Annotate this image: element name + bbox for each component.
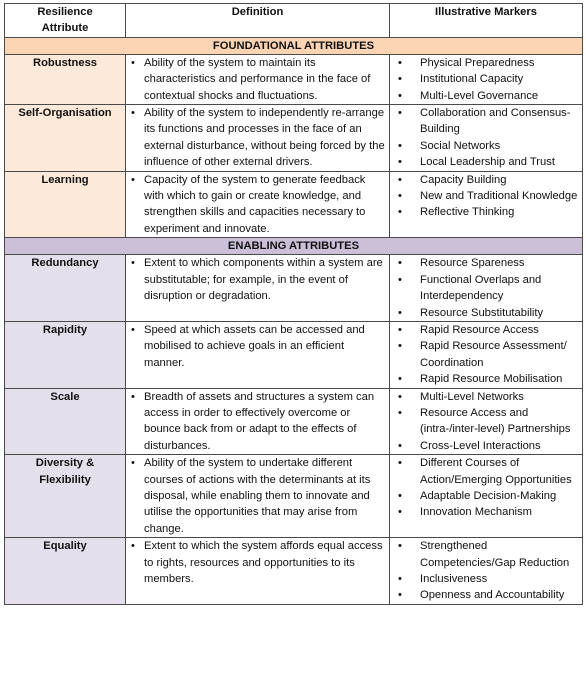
markers-cell [390, 105, 583, 172]
marker-item: • Adaptable Decision-Making [420, 488, 578, 504]
table-row [5, 171, 583, 238]
definition-text: • Ability of the system to independently re-arrange its functions and processes in the face of an external disturbance, without being forced by the influence of other external drivers. [144, 105, 385, 171]
marker-item: • Rapid Resource Mobilisation [420, 371, 578, 387]
marker-item: • Reflective Thinking [420, 204, 578, 220]
definition-cell [126, 171, 390, 238]
table-row [5, 105, 583, 172]
markers-cell [390, 321, 583, 388]
definition-text: • Extent to which components within a system are substitutable; for example, in the event of disruption or degradation. [144, 255, 385, 304]
table-row [5, 388, 583, 455]
marker-item: • Multi-Level Networks [420, 389, 578, 405]
marker-item: • Rapid Resource Access [420, 322, 578, 338]
section-row-enabling [5, 238, 583, 255]
markers-cell [390, 538, 583, 605]
marker-item: • Innovation Mechanism [420, 504, 578, 520]
attribute-name: Equality [5, 538, 126, 605]
definition-text: • Extent to which the system affords equal access to rights, resources and opportunities to its members. [144, 538, 385, 587]
markers-cell [390, 388, 583, 455]
marker-item: • Resource Access and (intra-/inter-level) Partnerships [420, 405, 578, 438]
marker-item: • Cross-Level Interactions [420, 438, 578, 454]
definition-cell [126, 538, 390, 605]
marker-item: • Different Courses of Action/Emerging Opportunities [420, 455, 578, 488]
marker-item: • Functional Overlaps and Interdependency [420, 272, 578, 305]
definition-text: • Ability of the system to undertake different courses of actions with the determinants at its disposal, while enabling them to innovate and utilise the opportunities that may arise from change. [144, 455, 385, 537]
attribute-name: Learning [5, 171, 126, 238]
markers-cell [390, 54, 583, 104]
table-row [5, 538, 583, 605]
attribute-name: Diversity & Flexibility [5, 455, 126, 538]
definition-cell [126, 105, 390, 172]
section-title: FOUNDATIONAL ATTRIBUTES [5, 37, 583, 54]
definition-text: • Capacity of the system to generate feedback with which to gain or create knowledge, and strengthen skills and capacities necessary to experiment and innovate. [144, 172, 385, 238]
header-definition: Definition [126, 4, 390, 38]
attribute-name: Self-Organisation [5, 105, 126, 172]
marker-item: • Physical Preparedness [420, 55, 578, 71]
markers-cell [390, 455, 583, 538]
table-row [5, 455, 583, 538]
marker-item: • Inclusiveness [420, 571, 578, 587]
table-row [5, 255, 583, 322]
header-attribute: Resilience Attribute [5, 4, 126, 38]
table-row [5, 54, 583, 104]
header-row [5, 4, 583, 38]
definition-cell [126, 455, 390, 538]
marker-item: • Rapid Resource Assessment/ Coordination [420, 338, 578, 371]
definition-text: • Speed at which assets can be accessed and mobilised to achieve goals in an efficient manner. [144, 322, 385, 371]
markers-cell [390, 171, 583, 238]
marker-item: • Resource Spareness [420, 255, 578, 271]
attribute-name: Rapidity [5, 321, 126, 388]
marker-item: • Local Leadership and Trust [420, 154, 578, 170]
markers-cell [390, 255, 583, 322]
definition-cell [126, 321, 390, 388]
header-markers: Illustrative Markers [390, 4, 583, 38]
definition-cell [126, 54, 390, 104]
section-title: ENABLING ATTRIBUTES [5, 238, 583, 255]
definition-text: • Ability of the system to maintain its characteristics and performance in the face of contextual shocks and fluctuations. [144, 55, 385, 104]
marker-item: • Collaboration and Consensus-Building [420, 105, 578, 138]
definition-cell [126, 255, 390, 322]
marker-item: • Multi-Level Governance [420, 88, 578, 104]
attribute-name: Robustness [5, 54, 126, 104]
marker-item: • Institutional Capacity [420, 71, 578, 87]
definition-text: • Breadth of assets and structures a system can access in order to effectively overcome or bounce back from or adapt to the effects of disturbances. [144, 389, 385, 455]
marker-item: • New and Traditional Knowledge [420, 188, 578, 204]
attribute-name: Scale [5, 388, 126, 455]
marker-item: • Strengthened Competencies/Gap Reduction [420, 538, 578, 571]
marker-item: • Social Networks [420, 138, 578, 154]
marker-item: • Openness and Accountability [420, 587, 578, 603]
attribute-name: Redundancy [5, 255, 126, 322]
table-row [5, 321, 583, 388]
resilience-attributes-table [4, 3, 583, 605]
marker-item: • Capacity Building [420, 172, 578, 188]
marker-item: • Resource Substitutability [420, 305, 578, 321]
section-row-foundational [5, 37, 583, 54]
definition-cell [126, 388, 390, 455]
